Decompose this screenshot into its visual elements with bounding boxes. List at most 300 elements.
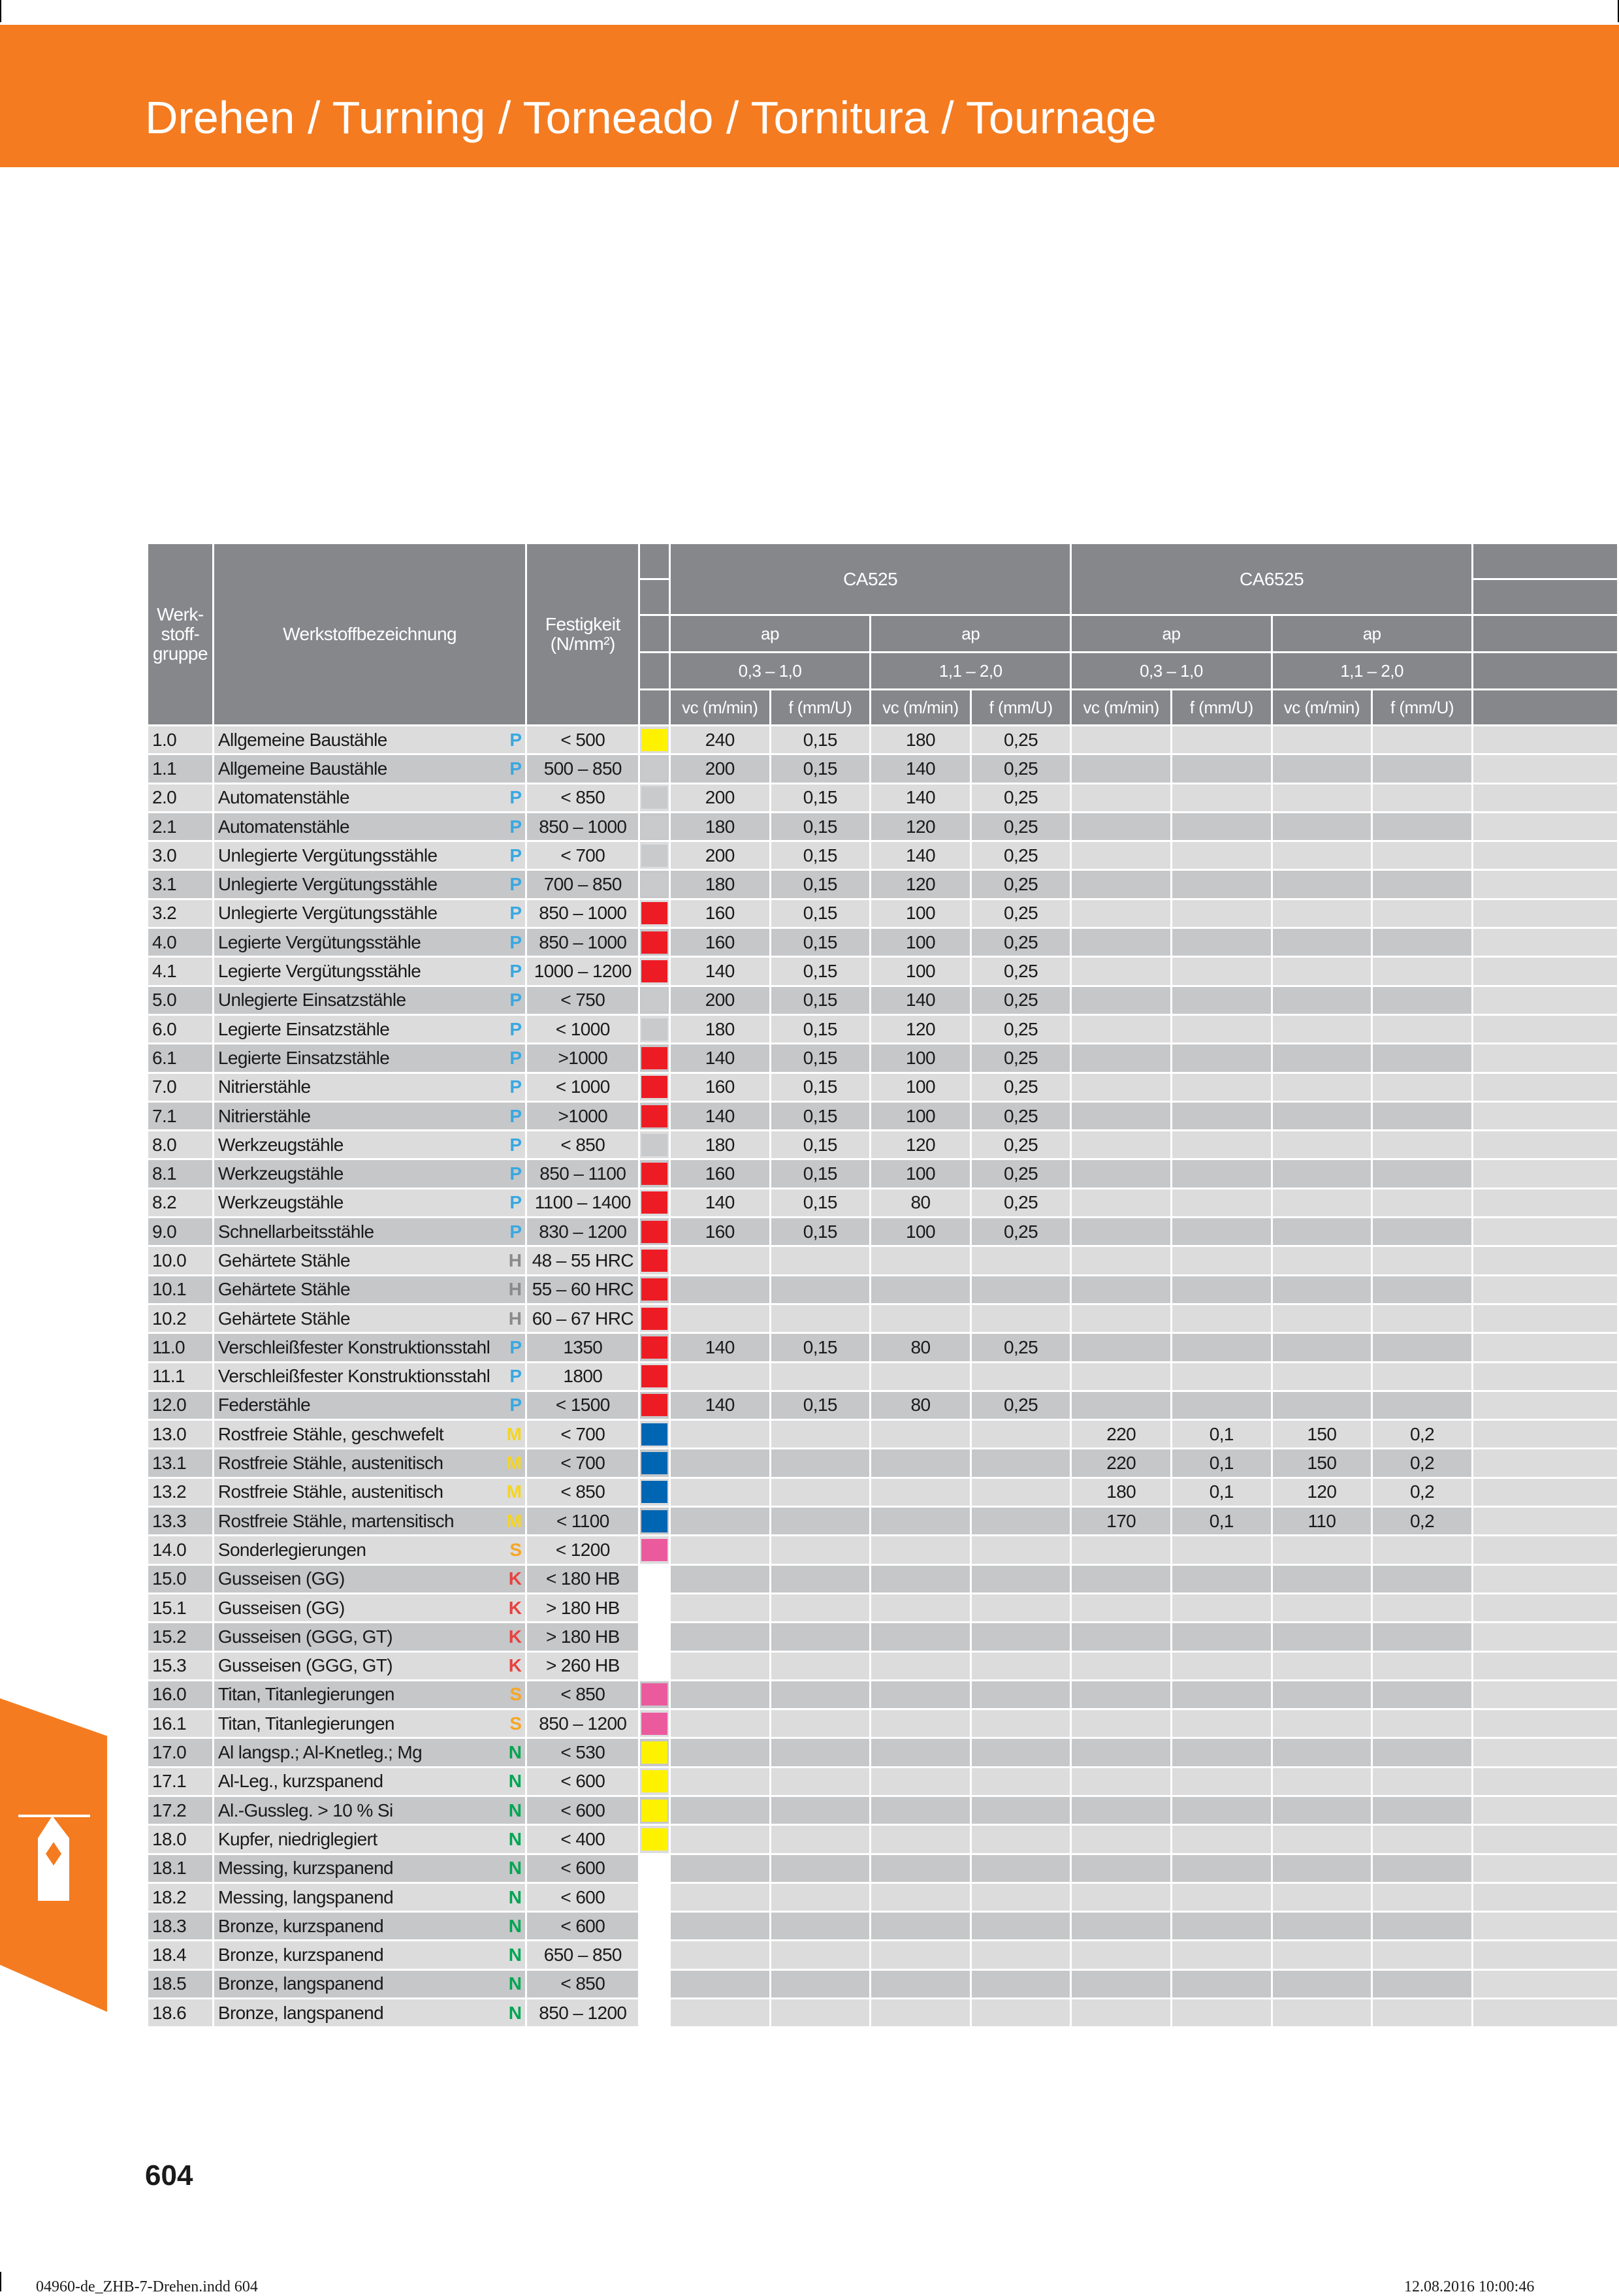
material-group-code: 18.6 bbox=[148, 1999, 214, 2028]
f-value bbox=[770, 1796, 871, 1824]
f-header: f (mm/U) bbox=[1172, 690, 1272, 726]
material-strength: 850 – 1200 bbox=[526, 1999, 639, 2028]
color-swatch-cell bbox=[639, 1449, 670, 1478]
table-row bbox=[148, 754, 1618, 783]
vc-value bbox=[871, 1825, 971, 1854]
material-name-cell bbox=[213, 1420, 526, 1449]
vc-value: 120 bbox=[871, 1014, 971, 1043]
f-value bbox=[1172, 754, 1272, 783]
material-name: Allgemeine Baustähle bbox=[217, 758, 387, 779]
vc-value: 170 bbox=[1071, 1507, 1172, 1536]
edge-cell bbox=[1472, 1883, 1618, 1911]
material-color-swatch bbox=[641, 1713, 667, 1735]
vc-value bbox=[1071, 1883, 1172, 1911]
edge-cell bbox=[1472, 754, 1618, 783]
f-value bbox=[1372, 1159, 1473, 1188]
f-value bbox=[770, 1478, 871, 1506]
vc-value bbox=[1272, 812, 1372, 841]
f-value: 0,25 bbox=[970, 812, 1071, 841]
material-name-cell bbox=[213, 1131, 526, 1159]
iso-group-letter: M bbox=[506, 1481, 522, 1502]
f-value bbox=[770, 1623, 871, 1651]
vc-value bbox=[871, 1738, 971, 1767]
color-swatch-cell bbox=[639, 1246, 670, 1275]
iso-group-letter: M bbox=[506, 1453, 522, 1474]
vc-value bbox=[1272, 1275, 1372, 1304]
vc-value bbox=[1272, 1073, 1372, 1101]
f-value bbox=[1172, 1536, 1272, 1564]
material-group-code: 18.3 bbox=[148, 1912, 214, 1941]
color-swatch-cell bbox=[639, 783, 670, 812]
material-name: Bronze, kurzspanend bbox=[217, 1915, 384, 1936]
color-swatch-cell bbox=[639, 957, 670, 986]
vc-value: 120 bbox=[1272, 1478, 1372, 1506]
material-group-code: 10.1 bbox=[148, 1275, 214, 1304]
material-name-cell bbox=[213, 1825, 526, 1854]
material-strength: 500 – 850 bbox=[526, 754, 639, 783]
material-group-code: 18.4 bbox=[148, 1941, 214, 1969]
material-name-cell bbox=[213, 1188, 526, 1217]
material-strength: < 400 bbox=[526, 1825, 639, 1854]
edge-cell bbox=[1472, 1188, 1618, 1217]
f-value bbox=[1172, 986, 1272, 1014]
material-strength: < 850 bbox=[526, 1478, 639, 1506]
f-value bbox=[1372, 1969, 1473, 1998]
material-name: Messing, kurzspanend bbox=[217, 1858, 394, 1879]
material-color-swatch bbox=[641, 1250, 667, 1272]
f-value bbox=[1172, 1304, 1272, 1333]
edge-cell bbox=[1472, 1536, 1618, 1564]
vc-value: 180 bbox=[669, 870, 770, 899]
table-body bbox=[148, 726, 1618, 2028]
vc-value: 160 bbox=[669, 1218, 770, 1246]
swatch-header-cell bbox=[639, 543, 670, 579]
f-value bbox=[1372, 1564, 1473, 1593]
edge-cell bbox=[1472, 1564, 1618, 1593]
material-name: Al langsp.; Al-Knetleg.; Mg bbox=[217, 1742, 423, 1763]
edge-cell bbox=[1472, 1767, 1618, 1796]
material-name: Kupfer, niedriglegiert bbox=[217, 1828, 377, 1849]
table-row bbox=[148, 1044, 1618, 1073]
f-value bbox=[1372, 1999, 1473, 2028]
f-value bbox=[1172, 812, 1272, 841]
edge-cell bbox=[1472, 899, 1618, 928]
vc-value bbox=[1272, 1941, 1372, 1969]
edge-cell bbox=[1472, 1101, 1618, 1130]
vc-value bbox=[871, 1709, 971, 1738]
iso-group-letter: P bbox=[509, 1163, 522, 1184]
vc-value bbox=[1272, 1623, 1372, 1651]
vc-value bbox=[1071, 1304, 1172, 1333]
vc-value bbox=[1272, 726, 1372, 754]
vc-value bbox=[669, 1246, 770, 1275]
iso-group-letter: N bbox=[508, 1945, 522, 1965]
f-header: f (mm/U) bbox=[970, 690, 1071, 726]
material-strength: < 850 bbox=[526, 1131, 639, 1159]
vc-value bbox=[669, 1854, 770, 1883]
table-row bbox=[148, 1623, 1618, 1651]
vc-value bbox=[871, 1999, 971, 2028]
color-swatch-cell bbox=[639, 1854, 670, 1883]
f-value: 0,15 bbox=[770, 812, 871, 841]
f-value bbox=[1372, 1883, 1473, 1911]
material-group-code: 14.0 bbox=[148, 1536, 214, 1564]
material-name: Unlegierte Vergütungsstähle bbox=[217, 845, 438, 865]
edge-cell bbox=[1472, 1014, 1618, 1043]
vc-value bbox=[1272, 1854, 1372, 1883]
material-group-code: 17.0 bbox=[148, 1738, 214, 1767]
vc-value bbox=[669, 1796, 770, 1824]
material-strength: < 500 bbox=[526, 726, 639, 754]
material-name: Bronze, langspanend bbox=[217, 2002, 384, 2023]
f-header: f (mm/U) bbox=[1372, 690, 1473, 726]
f-value bbox=[770, 1536, 871, 1564]
table-row bbox=[148, 1449, 1618, 1478]
f-value bbox=[1172, 1825, 1272, 1854]
f-value bbox=[1372, 1738, 1473, 1767]
vc-value: 140 bbox=[871, 783, 971, 812]
vc-value: 150 bbox=[1272, 1449, 1372, 1478]
edge-cell bbox=[1472, 1969, 1618, 1998]
iso-group-letter: K bbox=[508, 1597, 522, 1618]
material-strength: 830 – 1200 bbox=[526, 1218, 639, 1246]
material-strength: 1800 bbox=[526, 1362, 639, 1391]
material-name: Werkzeugstähle bbox=[217, 1134, 344, 1155]
material-color-swatch bbox=[641, 1365, 667, 1387]
material-name: Rostfreie Stähle, austenitisch bbox=[217, 1481, 443, 1502]
vc-value: 140 bbox=[669, 957, 770, 986]
vc-value bbox=[669, 1999, 770, 2028]
material-name: Federstähle bbox=[217, 1395, 311, 1415]
vc-value bbox=[1071, 1362, 1172, 1391]
f-value: 0,2 bbox=[1372, 1478, 1473, 1506]
material-name: Nitrierstähle bbox=[217, 1105, 311, 1126]
vc-value bbox=[1272, 928, 1372, 957]
f-value bbox=[1372, 1304, 1473, 1333]
material-name: Schnellarbeitsstähle bbox=[217, 1221, 374, 1242]
vc-value bbox=[1272, 1362, 1372, 1391]
vc-value bbox=[1272, 1101, 1372, 1130]
vc-value bbox=[871, 1536, 971, 1564]
material-color-swatch bbox=[641, 902, 667, 924]
material-strength: > 260 HB bbox=[526, 1651, 639, 1680]
vc-value bbox=[871, 1420, 971, 1449]
color-swatch-cell bbox=[639, 1073, 670, 1101]
vc-value bbox=[871, 1969, 971, 1998]
f-value: 0,15 bbox=[770, 957, 871, 986]
edge-cell bbox=[1472, 957, 1618, 986]
iso-group-letter: N bbox=[508, 2002, 522, 2023]
crop-mark-bottom-left bbox=[0, 2272, 1, 2291]
iso-group-letter: P bbox=[509, 758, 522, 779]
vc-value bbox=[1071, 1218, 1172, 1246]
vc-value bbox=[1272, 1593, 1372, 1622]
vc-value bbox=[1071, 1941, 1172, 1969]
vc-value: 140 bbox=[669, 1333, 770, 1362]
f-value bbox=[970, 1767, 1071, 1796]
f-value bbox=[970, 1623, 1071, 1651]
f-value bbox=[1172, 1188, 1272, 1217]
f-value: 0,15 bbox=[770, 1131, 871, 1159]
edge-cell bbox=[1472, 1159, 1618, 1188]
vc-value bbox=[669, 1593, 770, 1622]
vc-header: vc (m/min) bbox=[871, 690, 971, 726]
f-value bbox=[1372, 928, 1473, 957]
vc-value: 240 bbox=[669, 726, 770, 754]
vc-value: 80 bbox=[871, 1391, 971, 1419]
material-name-cell bbox=[213, 1651, 526, 1680]
edge-cell bbox=[1472, 1131, 1618, 1159]
table-row bbox=[148, 1883, 1618, 1911]
color-swatch-cell bbox=[639, 1044, 670, 1073]
vc-value bbox=[669, 1709, 770, 1738]
edge-cell bbox=[1472, 1073, 1618, 1101]
color-swatch-cell bbox=[639, 1420, 670, 1449]
vc-value: 180 bbox=[669, 1131, 770, 1159]
material-color-swatch bbox=[641, 1221, 667, 1243]
color-swatch-cell bbox=[639, 1767, 670, 1796]
material-strength: 60 – 67 HRC bbox=[526, 1304, 639, 1333]
f-value bbox=[1172, 1073, 1272, 1101]
material-color-swatch bbox=[641, 1800, 667, 1822]
f-value: 0,1 bbox=[1172, 1420, 1272, 1449]
vc-value: 180 bbox=[669, 1014, 770, 1043]
material-name-cell bbox=[213, 957, 526, 986]
f-value: 0,25 bbox=[970, 1188, 1071, 1217]
color-swatch-cell bbox=[639, 928, 670, 957]
col-header-strength bbox=[526, 543, 639, 726]
swatch-header-cell bbox=[639, 615, 670, 653]
material-name: Unlegierte Vergütungsstähle bbox=[217, 874, 438, 895]
vc-value bbox=[669, 1536, 770, 1564]
material-color-swatch bbox=[641, 931, 667, 954]
edge-cell bbox=[1472, 1796, 1618, 1824]
material-group-code: 8.0 bbox=[148, 1131, 214, 1159]
material-strength: < 700 bbox=[526, 1420, 639, 1449]
f-value bbox=[970, 1246, 1071, 1275]
vc-value: 140 bbox=[669, 1391, 770, 1419]
f-value bbox=[1172, 870, 1272, 899]
vc-value bbox=[1071, 1073, 1172, 1101]
table-row bbox=[148, 899, 1618, 928]
table-row bbox=[148, 1564, 1618, 1593]
color-swatch-cell bbox=[639, 1362, 670, 1391]
iso-group-letter: P bbox=[509, 1105, 522, 1126]
vc-value: 80 bbox=[871, 1188, 971, 1217]
table-row bbox=[148, 1796, 1618, 1824]
color-swatch-cell bbox=[639, 1101, 670, 1130]
f-value bbox=[770, 1651, 871, 1680]
vc-value bbox=[1071, 957, 1172, 986]
ap-range-header: 1,1 – 2,0 bbox=[1272, 653, 1472, 690]
f-value bbox=[1172, 726, 1272, 754]
vc-value bbox=[669, 1941, 770, 1969]
ap-range-header: 0,3 – 1,0 bbox=[669, 653, 870, 690]
f-value bbox=[1172, 1651, 1272, 1680]
material-name-cell bbox=[213, 1449, 526, 1478]
f-value bbox=[1372, 1044, 1473, 1073]
f-value: 0,15 bbox=[770, 1044, 871, 1073]
table-row bbox=[148, 1999, 1618, 2028]
edge-cell bbox=[1472, 1507, 1618, 1536]
f-value bbox=[1372, 1246, 1473, 1275]
swatch-header-cell bbox=[639, 653, 670, 690]
material-name-cell bbox=[213, 1014, 526, 1043]
edge-cell bbox=[1472, 812, 1618, 841]
table-row bbox=[148, 986, 1618, 1014]
f-value bbox=[1172, 1767, 1272, 1796]
edge-cell bbox=[1472, 726, 1618, 754]
material-group-code: 4.1 bbox=[148, 957, 214, 986]
material-strength: 850 – 1000 bbox=[526, 812, 639, 841]
vc-value: 100 bbox=[871, 1218, 971, 1246]
f-value: 0,15 bbox=[770, 928, 871, 957]
table-row bbox=[148, 1275, 1618, 1304]
vc-value bbox=[1071, 1014, 1172, 1043]
iso-group-letter: H bbox=[508, 1279, 522, 1300]
material-color-swatch bbox=[641, 1163, 667, 1185]
material-strength: 700 – 850 bbox=[526, 870, 639, 899]
material-strength: 1000 – 1200 bbox=[526, 957, 639, 986]
iso-group-letter: N bbox=[508, 1742, 522, 1763]
vc-value bbox=[1071, 899, 1172, 928]
page-title: Drehen / Turning / Torneado / Tornitura / Tournage bbox=[145, 92, 1157, 143]
vc-value bbox=[1272, 783, 1372, 812]
material-group-code: 1.0 bbox=[148, 726, 214, 754]
vc-value: 80 bbox=[871, 1333, 971, 1362]
f-value: 0,15 bbox=[770, 841, 871, 870]
material-name: Allgemeine Baustähle bbox=[217, 729, 387, 750]
material-group-code: 3.1 bbox=[148, 870, 214, 899]
material-name: Legierte Einsatzstähle bbox=[217, 1018, 390, 1039]
vc-value bbox=[871, 1246, 971, 1275]
material-color-swatch bbox=[641, 1539, 667, 1561]
material-name-cell bbox=[213, 986, 526, 1014]
material-strength: < 530 bbox=[526, 1738, 639, 1767]
table-row bbox=[148, 1073, 1618, 1101]
f-value bbox=[770, 1304, 871, 1333]
material-name: Gusseisen (GGG, GT) bbox=[217, 1655, 393, 1676]
f-value bbox=[1372, 812, 1473, 841]
f-value bbox=[770, 1449, 871, 1478]
f-value bbox=[1372, 1101, 1473, 1130]
ap-range-header: 0,3 – 1,0 bbox=[1071, 653, 1272, 690]
vc-value bbox=[1272, 870, 1372, 899]
f-value bbox=[1372, 870, 1473, 899]
vc-value bbox=[1272, 1564, 1372, 1593]
vc-value bbox=[871, 1941, 971, 1969]
edge-cell bbox=[1472, 1941, 1618, 1969]
vc-value: 120 bbox=[871, 812, 971, 841]
iso-group-letter: K bbox=[508, 1568, 522, 1589]
material-strength: 850 – 1200 bbox=[526, 1709, 639, 1738]
vc-value bbox=[871, 1564, 971, 1593]
material-color-swatch bbox=[641, 845, 667, 867]
f-value bbox=[1172, 841, 1272, 870]
f-value: 0,15 bbox=[770, 783, 871, 812]
iso-group-letter: H bbox=[508, 1250, 522, 1270]
f-value bbox=[970, 1680, 1071, 1709]
f-value: 0,15 bbox=[770, 1218, 871, 1246]
material-strength: >1000 bbox=[526, 1101, 639, 1130]
f-value bbox=[970, 1564, 1071, 1593]
f-value bbox=[770, 1767, 871, 1796]
f-value bbox=[1372, 1912, 1473, 1941]
f-value bbox=[1372, 754, 1473, 783]
vc-value bbox=[669, 1969, 770, 1998]
color-swatch-cell bbox=[639, 899, 670, 928]
grade-header-ca6525: CA6525 bbox=[1071, 543, 1472, 615]
edge-cell bbox=[1472, 1854, 1618, 1883]
f-value: 0,25 bbox=[970, 1014, 1071, 1043]
swatch-header-cell bbox=[639, 690, 670, 726]
f-value bbox=[970, 1796, 1071, 1824]
vc-value bbox=[1071, 1593, 1172, 1622]
table-row bbox=[148, 870, 1618, 899]
f-value: 0,15 bbox=[770, 986, 871, 1014]
iso-group-letter: N bbox=[508, 1858, 522, 1879]
material-name-cell bbox=[213, 812, 526, 841]
col-header-group: Werk- stoff- gruppe bbox=[148, 543, 214, 726]
vc-header: vc (m/min) bbox=[1272, 690, 1372, 726]
material-name-cell bbox=[213, 1218, 526, 1246]
material-group-code: 15.0 bbox=[148, 1564, 214, 1593]
vc-value bbox=[871, 1304, 971, 1333]
edge-cell bbox=[1472, 1680, 1618, 1709]
vc-value bbox=[1071, 870, 1172, 899]
vc-value bbox=[871, 1593, 971, 1622]
iso-group-letter: P bbox=[509, 961, 522, 982]
f-value: 0,25 bbox=[970, 957, 1071, 986]
color-swatch-cell bbox=[639, 1536, 670, 1564]
f-value bbox=[1372, 1709, 1473, 1738]
f-value bbox=[770, 1564, 871, 1593]
vc-value bbox=[1272, 1246, 1372, 1275]
material-strength: < 1200 bbox=[526, 1536, 639, 1564]
f-value bbox=[970, 1969, 1071, 1998]
material-name: Werkzeugstähle bbox=[217, 1192, 344, 1213]
f-value: 0,25 bbox=[970, 1131, 1071, 1159]
vc-value bbox=[871, 1912, 971, 1941]
vc-value: 160 bbox=[669, 899, 770, 928]
vc-value bbox=[669, 1680, 770, 1709]
f-value: 0,2 bbox=[1372, 1420, 1473, 1449]
table-row bbox=[148, 1709, 1618, 1738]
material-group-code: 15.3 bbox=[148, 1651, 214, 1680]
f-value bbox=[970, 1709, 1071, 1738]
f-value bbox=[770, 1912, 871, 1941]
vc-value bbox=[1272, 1912, 1372, 1941]
material-color-swatch bbox=[641, 1510, 667, 1532]
material-name: Verschleißfester Konstruktionsstahl bbox=[217, 1366, 490, 1387]
material-name-cell bbox=[213, 1304, 526, 1333]
f-value: 0,1 bbox=[1172, 1507, 1272, 1536]
f-value: 0,15 bbox=[770, 1101, 871, 1130]
vc-value bbox=[669, 1825, 770, 1854]
vc-value bbox=[871, 1507, 971, 1536]
f-value bbox=[970, 1507, 1071, 1536]
edge-cell bbox=[1472, 1333, 1618, 1362]
material-name-cell bbox=[213, 1593, 526, 1622]
color-swatch-cell bbox=[639, 1014, 670, 1043]
color-swatch-cell bbox=[639, 1912, 670, 1941]
f-value: 0,25 bbox=[970, 1159, 1071, 1188]
table-row bbox=[148, 1188, 1618, 1217]
material-strength: < 700 bbox=[526, 841, 639, 870]
material-name-cell bbox=[213, 1738, 526, 1767]
table-row bbox=[148, 1391, 1618, 1419]
vc-value: 100 bbox=[871, 957, 971, 986]
